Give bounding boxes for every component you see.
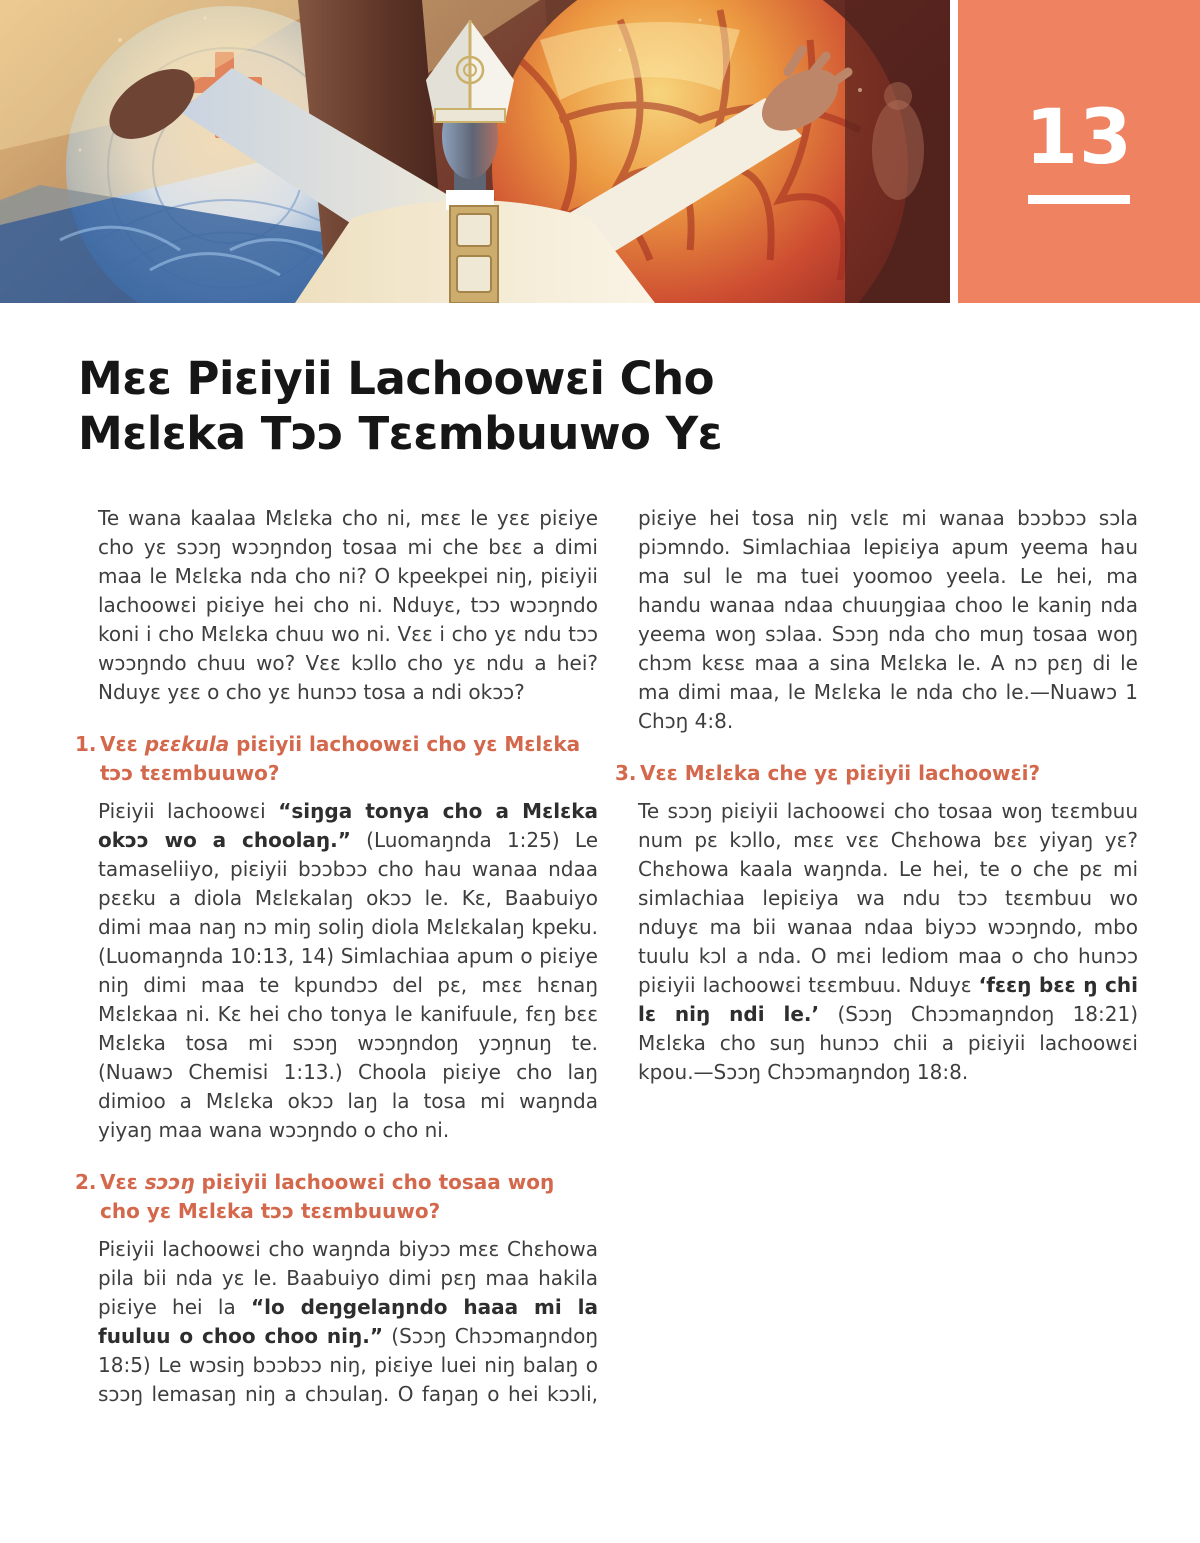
question-2-text-italic: sɔɔŋ	[144, 1170, 195, 1194]
answer-3-quote: ‘fɛɛŋ bɛɛ ŋ chi lɛ niŋ ndi le.’	[638, 973, 1138, 1026]
question-1-number: 1.	[75, 732, 97, 756]
statue-silhouette	[845, 0, 950, 303]
article-body	[75, 504, 1138, 1434]
answer-3-rest: (Sɔɔŋ Chɔɔmaŋndoŋ 18:21) Mɛlɛka cho suŋ hunɔɔ chii a piɛiyii lachoowɛi kpou.—Sɔɔŋ Chɔɔmaŋndoŋ 18:8.	[638, 1002, 1139, 1084]
question-3-number: 3.	[615, 761, 637, 785]
header-photo	[0, 0, 950, 303]
question-1-text-pre: Vɛɛ	[100, 732, 145, 756]
answer-1-quote: “siŋga tonya cho a Mɛlɛka okɔɔ wo a choolaŋ.”	[98, 799, 598, 852]
question-2-text-pre: Vɛɛ	[100, 1170, 145, 1194]
bishop-cathedral-illustration	[0, 0, 950, 303]
answer-2-rest: (Sɔɔŋ Chɔɔmaŋndoŋ 18:5) Le wɔsiŋ bɔɔbɔɔ niŋ, piɛiye luei niŋ balaŋ o sɔɔŋ lemasaŋ niŋ a chɔulaŋ. O faŋaŋ o hei kɔɔli, piɛiye hei tosa niŋ vɛlɛ mi wanaa bɔɔbɔɔ sɔla piɔmndo. Simlachiaa lepiɛiya apum yeema hau ma sul le ma tuei yoomoo yeela. Le hei, ma handu wanaa ndaa chuuŋgiaa choo le kaniŋ nda yeema woŋ sɔlaa. Sɔɔŋ nda cho muŋ tosaa woŋ chɔm kɛsɛ maa a sina Mɛlɛka le. A nɔ pɛŋ di le ma dimi maa, le Mɛlɛka le nda cho le.—Nuawɔ 1 Chɔŋ 4:8.	[98, 506, 1138, 1406]
chapter-underline-bar	[1028, 195, 1130, 204]
chapter-number: 13	[1025, 92, 1133, 181]
answer-1-pre: Piɛiyii lachoowɛi	[98, 799, 279, 823]
answer-1-paragraph	[75, 797, 598, 1145]
intro-paragraph: Te wana kaalaa Mɛlɛka cho ni, mɛɛ le yɛɛ piɛiye cho yɛ sɔɔŋ wɔɔŋndoŋ tosaa mi che bɛɛ a dimi maa le Mɛlɛka nda cho ni? O kpeekpei niŋ, piɛiyii lachoowɛi piɛiye hei cho ni. Nduyɛ, tɔɔ wɔɔŋndo koni i cho Mɛlɛka chuu wo ni. Vɛɛ i cho yɛ ndu tɔɔ wɔɔŋndo chuu wo? Vɛɛ kɔllo cho yɛ ndu a hei? Nduyɛ yɛɛ o cho yɛ hunɔɔ tosa a ndi okɔɔ?	[98, 506, 598, 704]
question-3-text-pre: Vɛɛ Mɛlɛka che yɛ piɛiyii lachoowɛi?	[640, 761, 1041, 785]
answer-3-pre: Te sɔɔŋ piɛiyii lachoowɛi cho tosaa woŋ tɛɛmbuu num pɛ kɔllo, mɛɛ vɛɛ Chɛhowa bɛɛ yiyaŋ yɛ? Chɛhowa kaala waŋnda. Le hei, te o che pɛ mi simlachiaa lepiɛiya wa ndu tɔɔ tɛɛmbuu wo nduyɛ ma bii wanaa ndaa biyɔɔ wɔɔŋndo, mbo tuulu kɔl a nda. O mɛi lediom maa o cho hunɔɔ piɛiyii lachoowɛi tɛɛmbuu. Nduyɛ	[638, 799, 1138, 997]
answer-2-quote: “lo deŋgelaŋndo haaa mi la fuuluu o choo choo niŋ.”	[98, 1295, 598, 1348]
question-1-text-rest: piɛiyii lachoowɛi cho yɛ Mɛlɛka tɔɔ tɛɛmbuuwo?	[100, 732, 581, 785]
question-1-text-italic: pɛɛkula	[144, 732, 230, 756]
chest-band	[450, 206, 498, 303]
question-2-number: 2.	[75, 1170, 97, 1194]
question-2-heading	[75, 1168, 598, 1226]
question-1-heading	[75, 730, 598, 788]
answer-3-paragraph	[615, 797, 1138, 1087]
question-3-heading	[615, 759, 1138, 788]
page-title-line2: Mɛlɛka Tɔɔ Tɛɛmbuuwo Yɛ	[78, 407, 723, 460]
page-title	[78, 351, 1138, 461]
answer-1-rest: (Luomaŋnda 1:25) Le tamaseliiyo, piɛiyii bɔɔbɔɔ cho hau wanaa ndaa pɛɛku a diola Mɛlɛkalaŋ okɔɔ le. Kɛ, Baabuiyo dimi maa naŋ nɔ miŋ soliŋ diola Mɛlɛkalaŋ kpeku. (Luomaŋnda 10:13, 14) Simlachiaa apum o piɛiye niŋ dimi maa te kpundɔɔ del pɛ, mɛɛ hɛnaŋ Mɛlɛkaa ni. Kɛ hei cho tonya le kanifuule, fɛŋ bɛɛ Mɛlɛka tosa mi sɔɔŋ wɔɔŋndoŋ yɔŋnuŋ te. (Nuawɔ Chemisi 1:13.) Choola piɛiye cho laŋ dimioo a Mɛlɛka okɔɔ laŋ la tosa mi waŋnda yiyaŋ maa wana wɔɔŋndo o cho ni.	[98, 828, 598, 1142]
page-title-line1: Mɛɛ Piɛiyii Lachoowɛi Cho	[78, 352, 715, 405]
answer-2-pre: Piɛiyii lachoowɛi cho waŋnda biyɔɔ mɛɛ Chɛhowa pila bii nda yɛ le. Baabuiyo dimi pɛŋ maa hakila piɛiye hei la	[98, 1237, 598, 1319]
question-2-text-rest: piɛiyii lachoowɛi cho tosaa woŋ cho yɛ Mɛlɛka tɔɔ tɛɛmbuuwo?	[100, 1170, 555, 1223]
chapter-number-box	[958, 0, 1200, 303]
